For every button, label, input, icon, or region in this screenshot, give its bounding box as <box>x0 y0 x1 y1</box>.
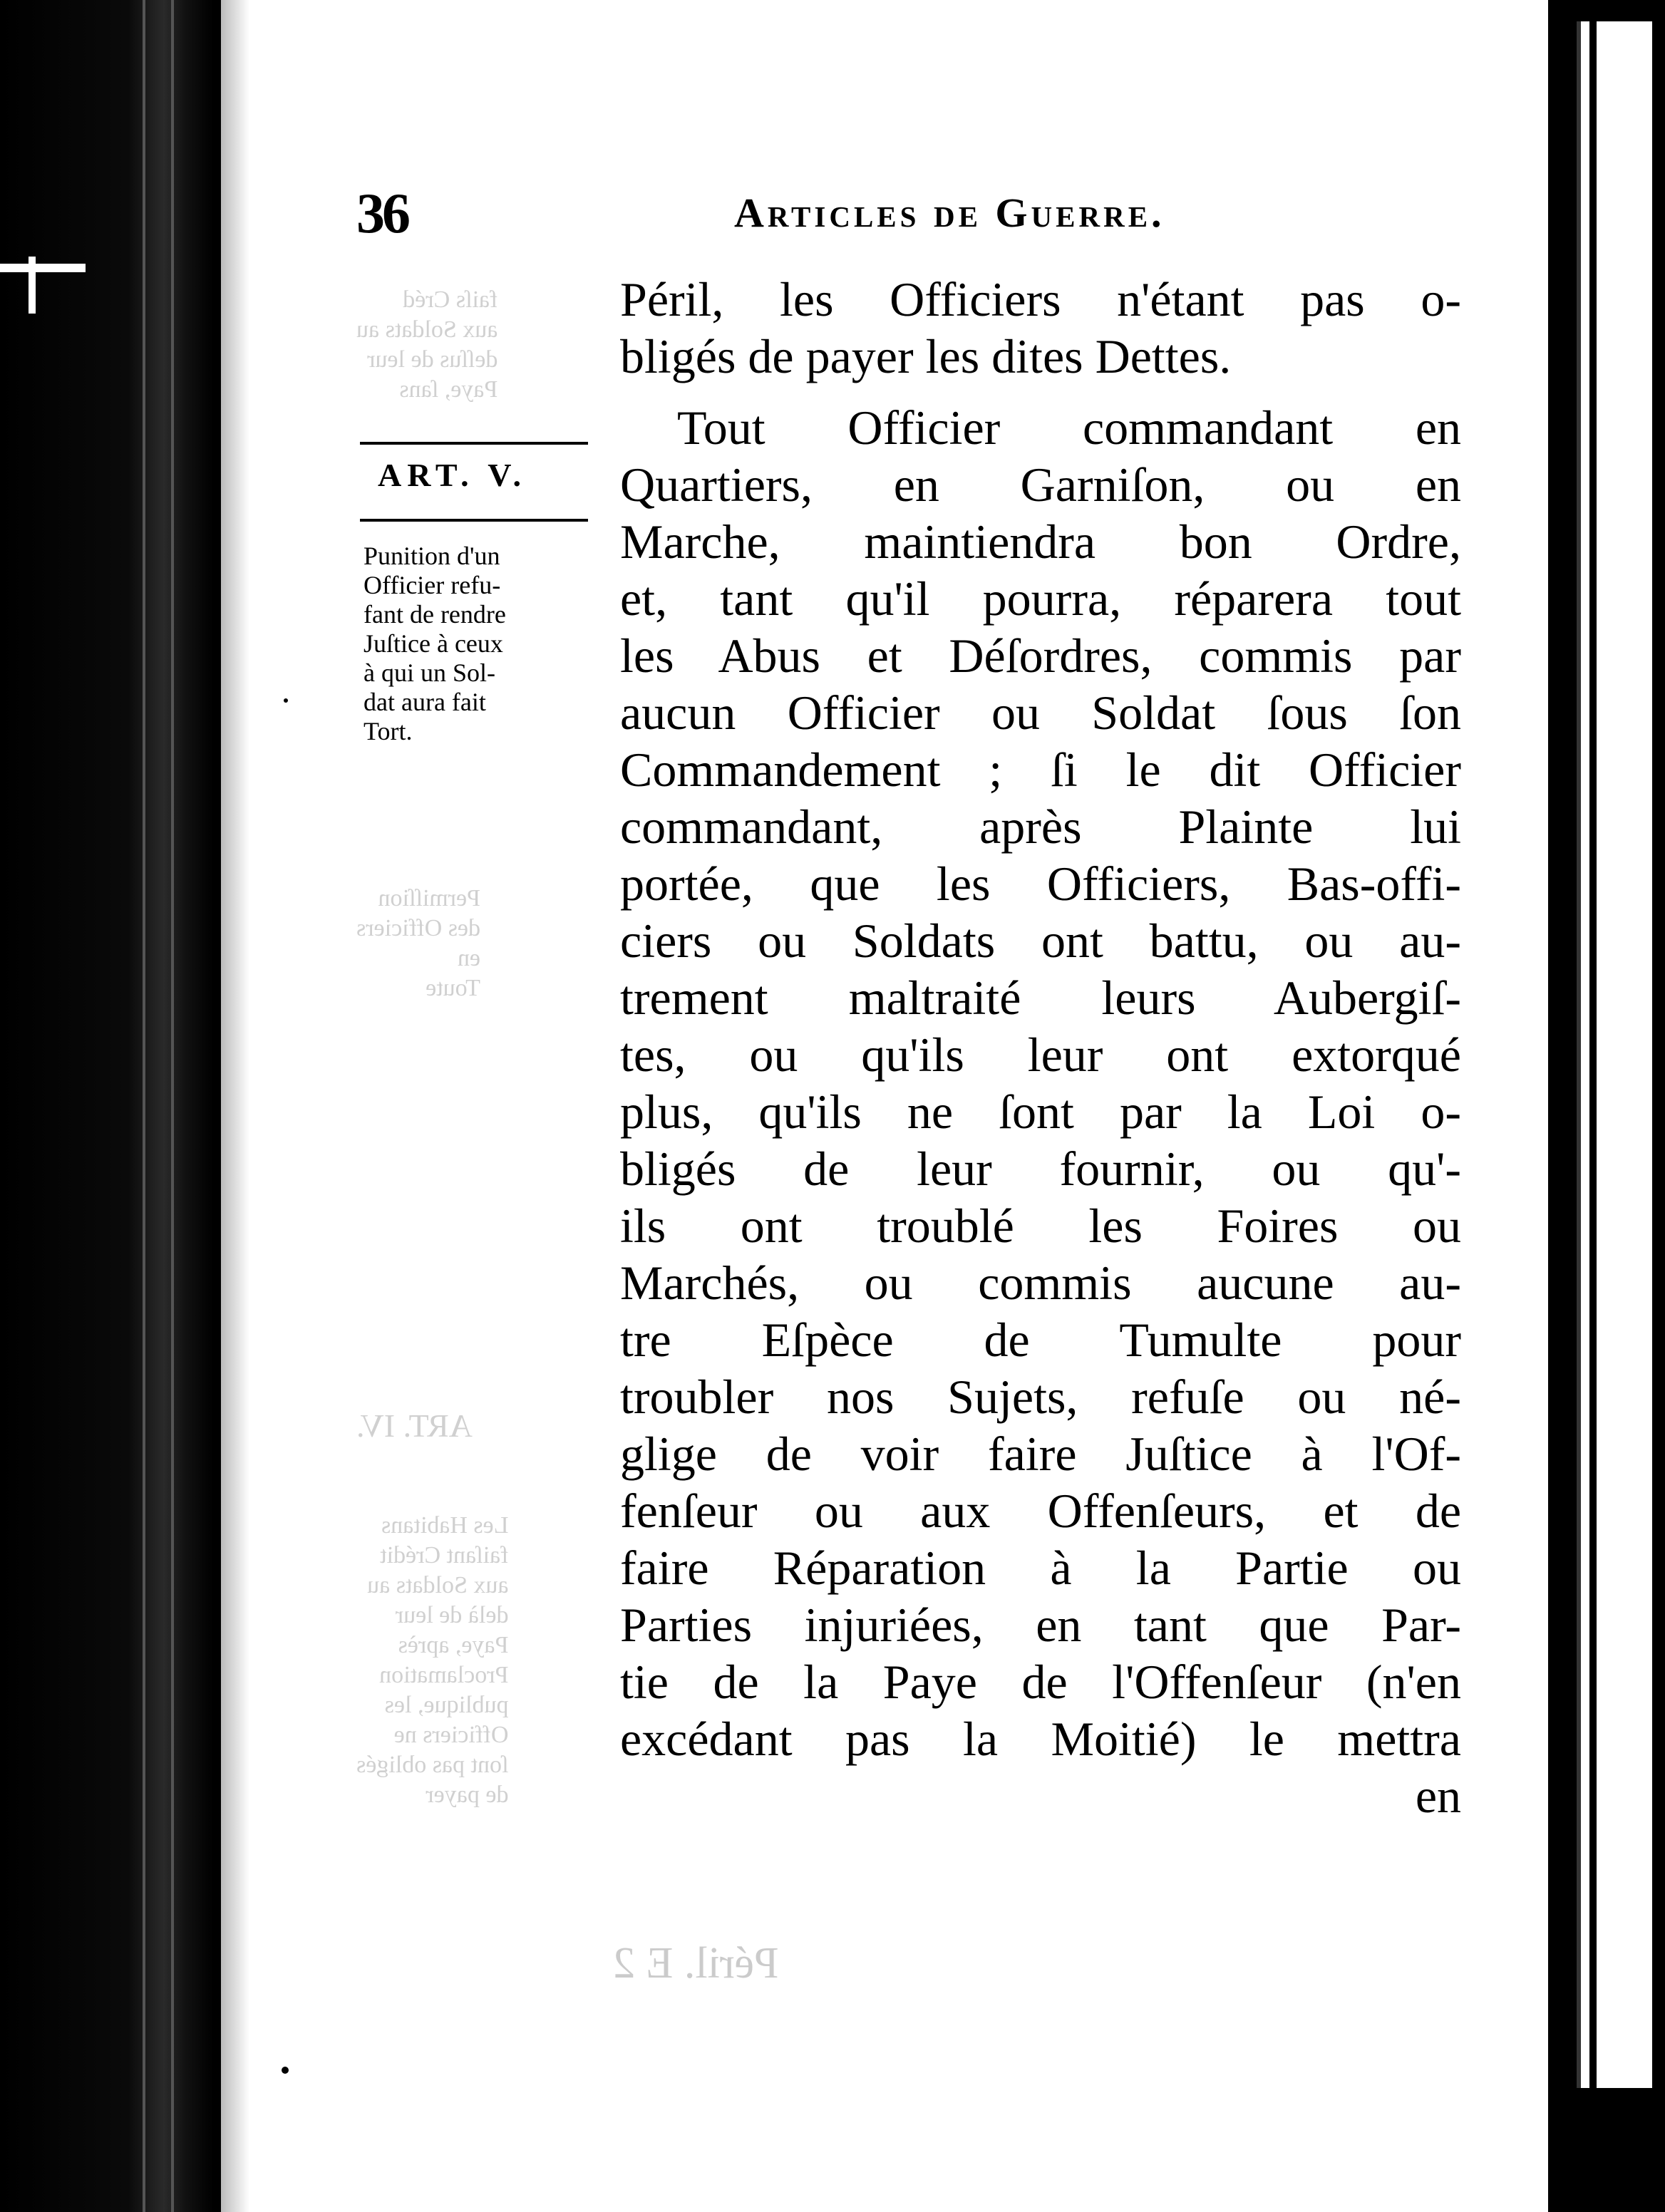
body-line: et, tant qu'il pourra, réparera tout <box>620 572 1461 626</box>
body-line: tie de la Paye de l'Offenſeur (n'en <box>620 1655 1461 1709</box>
body-line: Tout Officier commandant en <box>677 400 1461 455</box>
speck <box>284 698 288 703</box>
body-line: glige de voir faire Juſtice à l'Of- <box>620 1427 1461 1481</box>
body-line: Péril, les Officiers n'étant pas o- <box>620 272 1461 326</box>
page-edge <box>143 0 145 2212</box>
show-through-text: Permiſſion des Officiers en Toute <box>356 885 481 1001</box>
marginal-note-line: Punition d'un <box>364 542 500 570</box>
body-line: plus, qu'ils ne ſont par la Loi o- <box>620 1085 1461 1139</box>
body-line: Commandement ; ſi le dit Officier <box>620 743 1461 797</box>
facing-page-gutter <box>1589 21 1597 2088</box>
marginal-note-line: Tort. <box>364 717 413 745</box>
show-through-text: ART. IV. <box>356 1407 473 1444</box>
body-line: bligés de leur fournir, ou qu'- <box>620 1142 1461 1196</box>
body-line: Marche, maintiendra bon Ordre, <box>620 515 1461 569</box>
spine-mark <box>29 257 36 314</box>
body-line: troubler nos Sujets, refuſe ou né- <box>620 1370 1461 1424</box>
body-line: Parties injuriées, en tant que Par- <box>620 1598 1461 1652</box>
facing-page-strip <box>1577 21 1652 2088</box>
body-line: trement maltraité leurs Aubergiſ- <box>620 971 1461 1025</box>
marginal-note-line: Officier refu- <box>364 571 501 599</box>
marginal-note-line: fant de rendre <box>364 600 506 629</box>
marginal-note-line: dat aura fait <box>364 688 486 716</box>
page-edge <box>171 0 174 2212</box>
body-line: ciers ou Soldats ont battu, ou au- <box>620 914 1461 968</box>
show-through-text: Les Habitans faiſant Crédit aux Soldats au delà de leur Paye, après Proclamation publique, les Officiers ne ſont pas obligés de payer <box>356 1512 509 1808</box>
facing-page-edge <box>1548 0 1665 2212</box>
speck <box>282 2067 289 2074</box>
body-line: Marchés, ou commis aucune au- <box>620 1256 1461 1310</box>
body-line: les Abus et Déſordres, commis par <box>620 629 1461 683</box>
marginal-note-line: à qui un Sol- <box>364 658 495 687</box>
body-line: tre Eſpèce de Tumulte pour <box>620 1313 1461 1367</box>
page-number: 36 <box>356 182 408 245</box>
catchword: en <box>1415 1769 1461 1823</box>
body-line: fenſeur ou aux Offenſeurs, et de <box>620 1484 1461 1538</box>
body-line: commandant, après Plainte lui <box>620 800 1461 854</box>
body-line: tes, ou qu'ils leur ont extorqué <box>620 1028 1461 1082</box>
margin-rule <box>360 442 588 445</box>
spine-mark <box>0 264 86 272</box>
body-line: faire Réparation à la Partie ou <box>620 1541 1461 1595</box>
body-line: ils ont troublé les Foires ou <box>620 1199 1461 1253</box>
body-line: excédant pas la Moitié) le mettra <box>620 1712 1461 1766</box>
body-text <box>620 271 1461 1824</box>
marginal-note <box>364 542 592 746</box>
body-line: aucun Officier ou Soldat ſous ſon <box>620 686 1461 740</box>
body-line: portée, que les Officiers, Bas-offi- <box>620 857 1461 911</box>
marginal-note-line: Juſtice à ceux <box>364 629 503 658</box>
article-heading: ART. V. <box>378 457 527 493</box>
show-through-text: Péril. E 2 <box>613 1939 779 1988</box>
book-spine <box>0 0 214 2212</box>
body-line: bligés de payer les dites Dettes. <box>620 329 1232 383</box>
running-head: Articles de Guerre. <box>734 190 1165 236</box>
body-line: Quartiers, en Garniſon, ou en <box>620 458 1461 512</box>
margin-rule <box>360 519 588 522</box>
show-through-text: faiſs Créd aux Soldats au deſſus de leur Paye, ſans <box>356 286 498 403</box>
